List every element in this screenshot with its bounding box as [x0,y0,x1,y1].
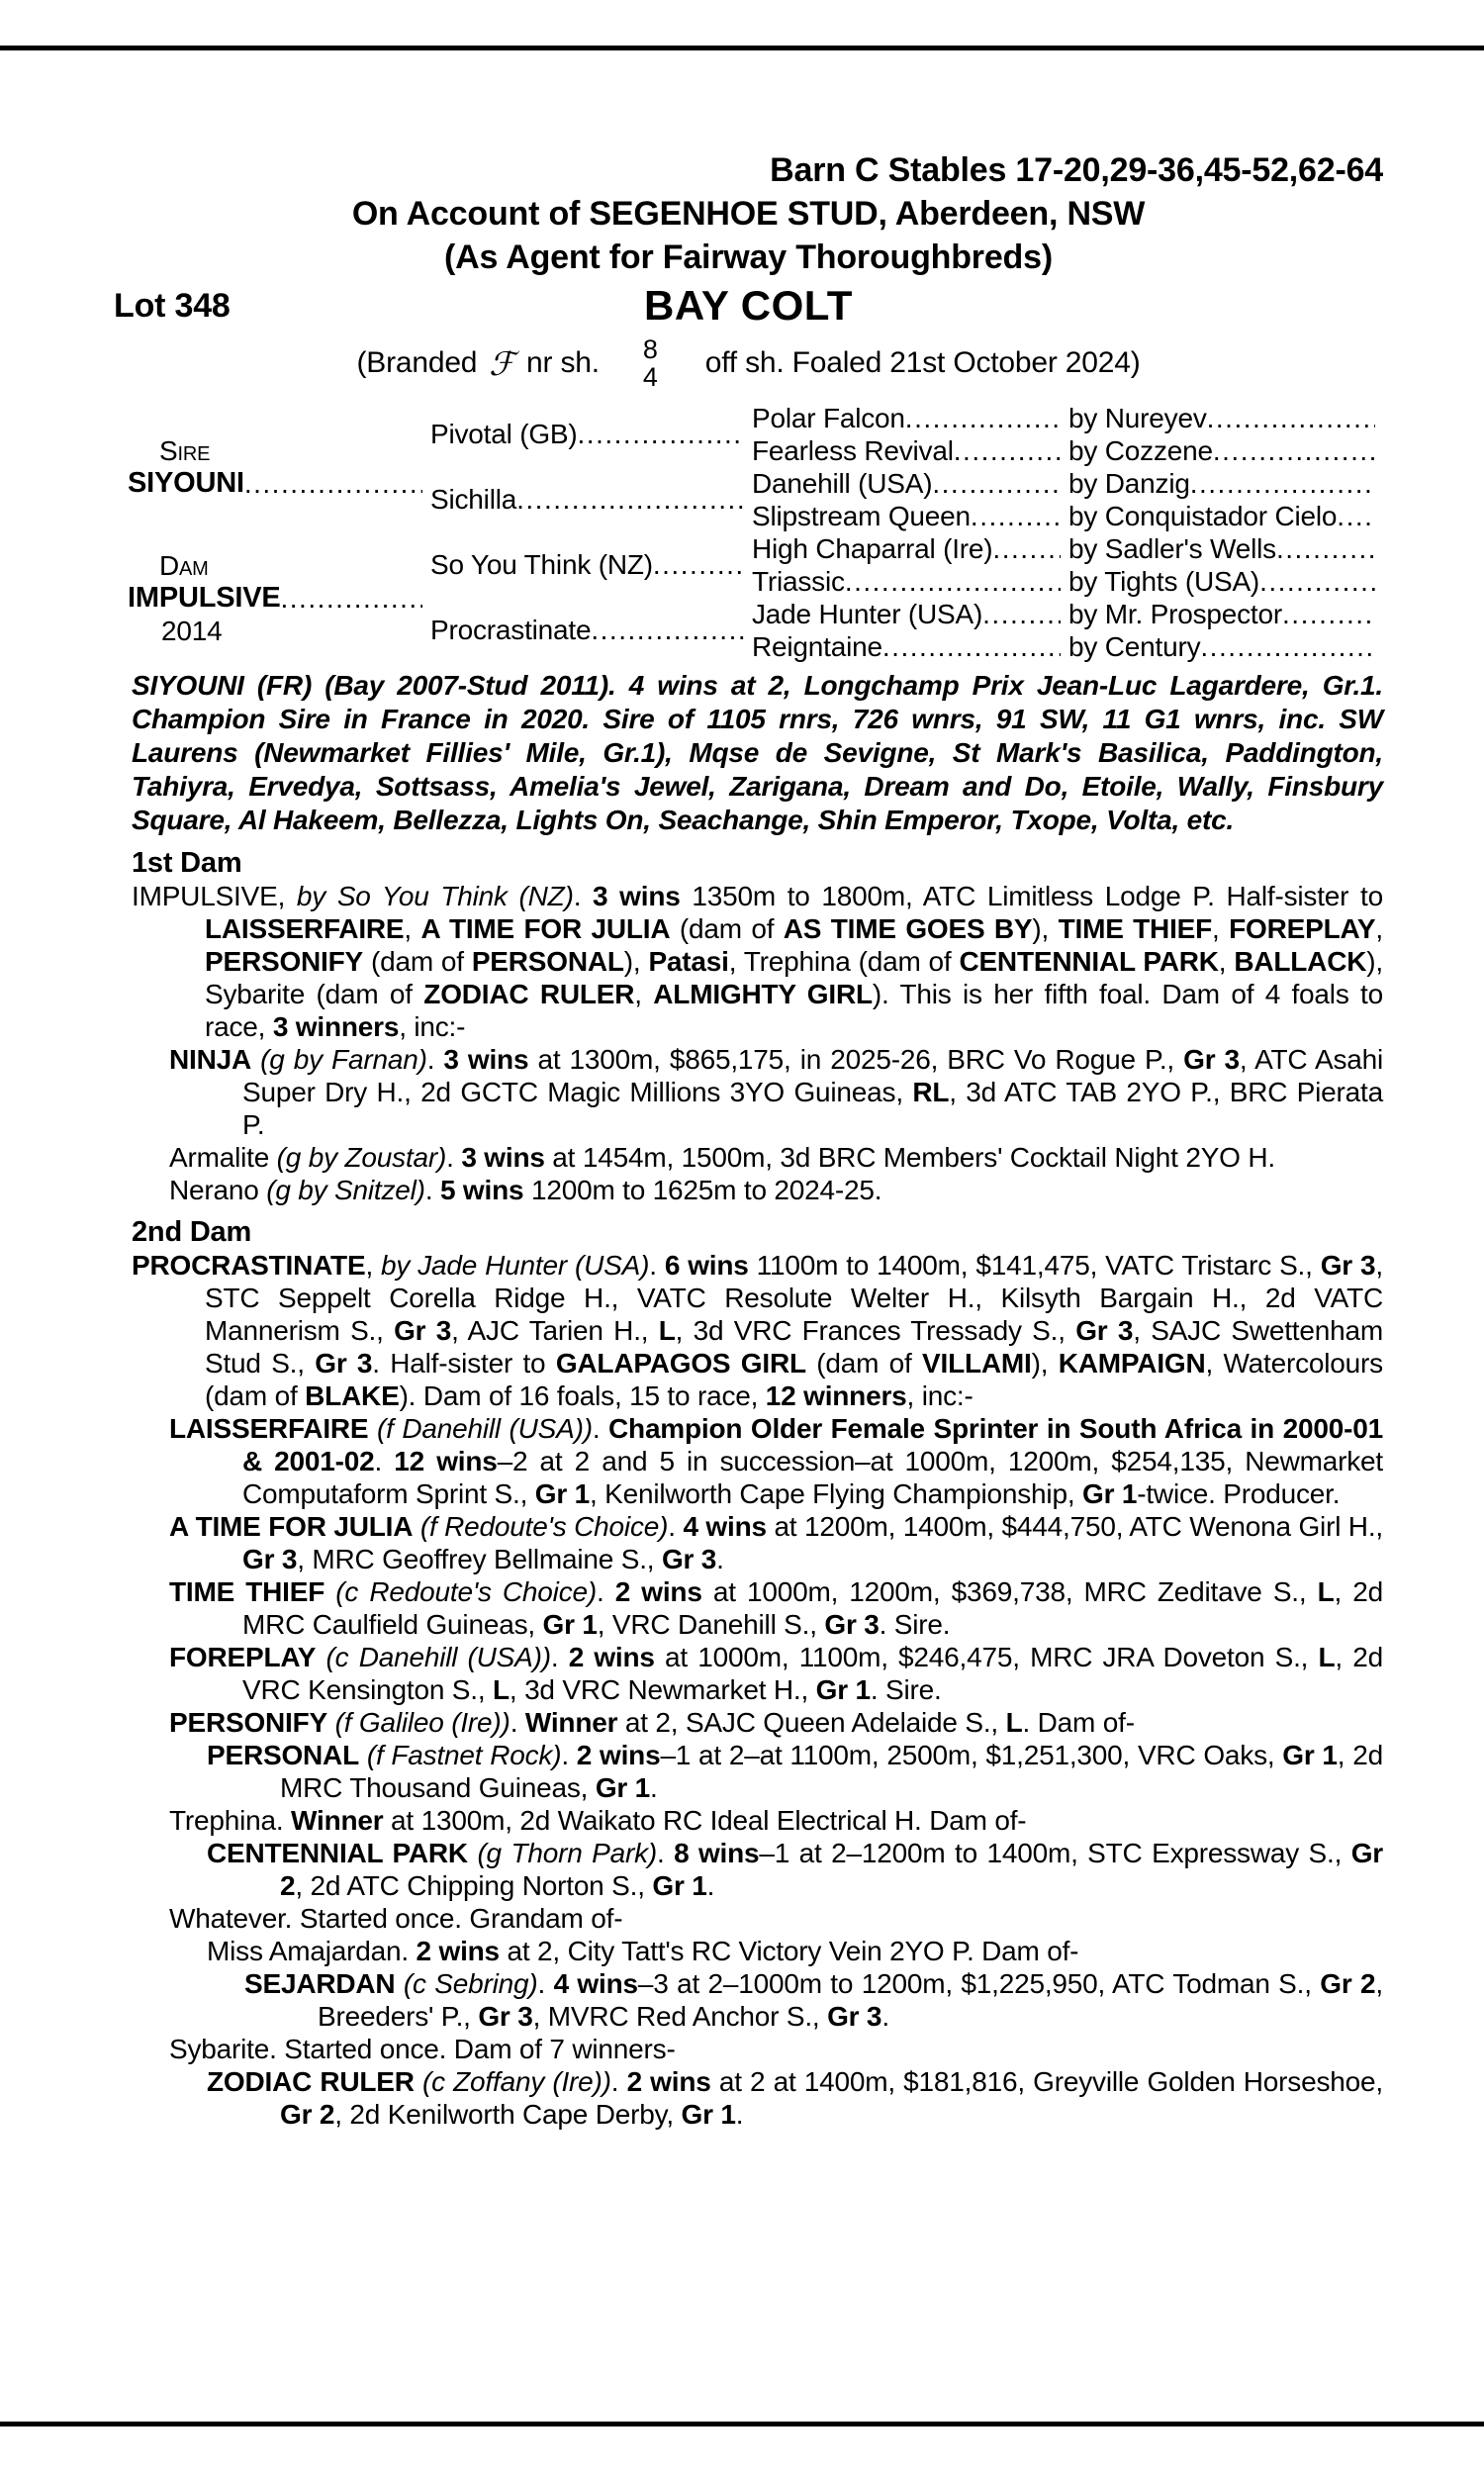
text-segment: . [650,1772,658,1803]
text-segment: L [1318,1642,1336,1672]
text-segment: by Jade Hunter (USA) [381,1250,650,1281]
grandsire-name: by Conquistador Cielo [1068,500,1338,531]
text-segment: at 1200m, 1400m, $444,750, ATC Wenona Girl H., [766,1511,1383,1542]
section-heading: 2nd Dam [132,1216,252,1248]
text-segment: at 2, SAJC Queen Adelaide S., [617,1707,1006,1738]
text-segment: at 2 at 1400m, $181,816, Greyville Golden Horseshoe, [710,2066,1383,2097]
text-segment: Miss Amajardan. [207,1936,417,1966]
text-segment: –3 at 2–1000m to 1200m, $1,225,950, ATC Todman S., [637,1968,1321,1999]
text-segment: . Sire. [879,1609,951,1640]
grandsire-name: by Mr. Prospector [1068,598,1283,629]
text-segment: , 2d ATC Chipping Norton S., [295,1870,653,1901]
bottom-rule [0,2422,1484,2426]
text-segment: (g by Farnan) [260,1044,427,1075]
text-segment: . [424,1175,440,1205]
grandsire-name: by Nureyev [1068,402,1207,433]
text-segment: , Breeders' P., [318,1968,1383,2032]
text-segment: . [735,2099,744,2130]
text-segment: Gr 1 [652,1870,707,1901]
pedigree-paragraph [114,1902,1383,1935]
grandparent-cell [752,434,1068,467]
text-segment [251,1044,260,1075]
text-segment: , [634,979,654,1009]
grandsire-name: by Sadler's Wells [1068,532,1276,564]
text-segment: 4 wins [553,1968,638,1999]
text-segment: –2 at 2 and 5 in succession–at 1000m, 1200m, $254,135, Newmarket Computaform Sprint S., [242,1446,1383,1509]
text-segment: . [510,1707,525,1738]
text-segment: L [658,1315,676,1346]
grandparent-cell [752,500,1068,532]
text-segment: ALMIGHTY GIRL [653,979,873,1009]
text-segment: A TIME FOR JULIA [420,913,671,944]
text-segment: VILLAMI [922,1348,1032,1379]
text-segment: . [374,1446,395,1476]
text-segment: (g Thorn Park) [477,1838,657,1868]
text-segment: 12 winners [765,1380,907,1411]
text-segment: 5 wins [439,1175,524,1205]
agent-line: (As Agent for Fairway Thoroughbreds) [444,238,1053,276]
text-segment: , AJC Tarien H., [451,1315,659,1346]
dot-leader [1200,631,1375,663]
parent-name: Sichilla [430,484,517,515]
grandparent-name: Jade Hunter (USA) [752,598,983,629]
dot-leader [1190,468,1375,500]
sire-label: Sire [159,435,211,466]
text-segment: FOREPLAY [1229,913,1376,944]
catalogue-page [114,0,1383,2131]
grandsire-cell [1068,500,1383,532]
grandparent-cell [752,402,1068,434]
text-segment [359,1740,367,1770]
dot-leader [954,435,1061,467]
text-segment: . [573,881,594,911]
text-segment: 1100m to 1400m, $141,475, VATC Tristarc S., [748,1250,1321,1281]
dot-leader [281,582,423,615]
parent-name: So You Think (NZ) [430,549,653,580]
dot-leader [932,468,1061,500]
dot-leader [516,484,744,516]
pedigree-paragraph [114,1174,1383,1206]
grandsire-cell [1068,402,1383,434]
text-segment: (dam of [805,1348,923,1379]
text-segment: Gr 2 [280,2099,335,2130]
dot-leader [845,566,1061,598]
text-segment: Gr 3 [827,2001,882,2032]
text-segment: 2 wins [416,1936,500,1966]
text-segment: PROCRASTINATE [132,1250,366,1281]
text-segment: Trephina. [169,1805,292,1836]
text-segment: . Dam of- [1022,1707,1135,1738]
parent-cell [430,467,752,532]
grandsire-cell [1068,532,1383,565]
grandparent-cell [752,598,1068,630]
text-segment: ), [623,946,649,977]
text-segment: , 2d MRC Caulfield Guineas, [242,1576,1383,1640]
text-segment: , Trephina (dam of [728,946,960,977]
text-segment: at 2, City Tatt's RC Victory Vein 2YO P. Dam of- [499,1936,1079,1966]
text-segment: . [657,1838,675,1868]
page-title: BAY COLT [644,282,853,329]
text-segment: RL [912,1077,950,1107]
text-segment: BALLACK [1234,946,1367,977]
text-segment: (c Zoffany (Ire)) [422,2066,611,2097]
text-segment: KAMPAIGN [1058,1348,1206,1379]
text-segment: 2 wins [614,1576,702,1607]
text-segment: Winner [524,1707,618,1738]
text-segment: ZODIAC RULER [207,2066,415,2097]
text-segment: . [668,1511,684,1542]
text-segment: at 1300m, 2d Waikato RC Ideal Electrical H. Dam of- [383,1805,1027,1836]
sire-summary [114,669,1383,837]
text-segment: (g by Snitzel) [266,1175,425,1205]
pedigree-paragraph [114,1935,1383,1967]
text-segment: Gr 3 [1183,1044,1240,1075]
dot-leader [1207,403,1375,434]
dot-leader [992,533,1061,565]
text-segment: . [446,1142,462,1173]
grandparent-cell [752,565,1068,598]
text-segment: SIYOUNI (FR) (Bay 2007-Stud 2011). 4 wins at 2, Longchamp Prix Jean-Luc Lagardere, Gr.1. Champion Sire in France in 2020. Sire of 1105 rnrs, 726 wnrs, 91 SW, 11 G1 wnrs, inc. SW Laurens (Newmarket Fillies' Mile, Gr.1), Mqse de Sevigne, St Mark's Basilica, Paddington, Tahiyra, Ervedya, Sottsass, Amelia's Jewel, Zarigana, Dream and Do, Etoile, Wally, Finsbury Square, Al Hakeem, Bellezza, Lights On, Seachange, Shin Emperor, Txope, Volta, etc. [132,670,1383,835]
grandparent-cell [752,532,1068,565]
grandparent-name: High Chaparral (Ire) [752,532,993,564]
text-segment: , Watercolours (dam of [205,1348,1383,1411]
account-line: On Account of SEGENHOE STUD, Aberdeen, NSW [351,195,1146,233]
text-segment: , [404,913,421,944]
text-segment: (f Redoute's Choice) [419,1511,669,1542]
dot-leader [882,631,1061,663]
pedigree-paragraph [114,880,1383,1043]
text-segment: TIME THIEF [169,1576,325,1607]
text-segment: Gr 1 [534,1478,590,1509]
text-segment: Gr 3 [478,2001,533,2032]
pedigree-paragraph [114,1837,1383,1902]
parent-cell [430,598,752,663]
text-segment [325,1576,335,1607]
text-segment: 3 wins [461,1142,545,1173]
text-segment: . [550,1642,569,1672]
text-segment: . [537,1968,554,1999]
sire-name-row [128,467,430,500]
lot-number: Lot 348 [114,287,231,325]
text-segment: 2 wins [568,1642,655,1672]
text-segment: (c Redoute's Choice) [335,1576,597,1607]
dam-block [114,532,430,663]
dot-leader [591,615,744,646]
parent-cell [430,402,752,467]
sire-block [114,402,430,532]
dam-label: Dam [159,549,209,581]
text-segment: (f Fastnet Rock) [366,1740,562,1770]
dot-leader [1337,501,1375,532]
grandsire-name: by Century [1068,630,1201,662]
text-segment: . [426,1044,444,1075]
text-segment: PERSONAL [207,1740,359,1770]
text-segment: 3 winners [272,1011,400,1042]
brand-line [114,331,1383,396]
text-segment: Gr 3 [394,1315,452,1346]
text-segment: 12 wins [394,1446,498,1476]
pedigree-paragraph [114,2033,1383,2065]
dot-leader [578,419,744,450]
text-segment: FOREPLAY [169,1642,317,1672]
text-segment: 6 wins [664,1250,749,1281]
brand-prefix: (Branded [356,346,478,379]
text-segment: Gr 3 [824,1609,880,1640]
text-segment: LAISSERFAIRE [205,913,405,944]
brand-number-bottom: 4 [642,362,658,392]
text-segment: ), [1032,913,1059,944]
brand-glyph: ℱ [489,343,515,383]
text-segment: (dam of [363,946,472,977]
text-segment: by So You Think (NZ) [296,881,574,911]
dot-leader [971,501,1061,532]
dam-name: IMPULSIVE [128,581,281,614]
grandparent-name: Reigntaine [752,630,882,662]
text-segment: Champion Older Female Sprinter in South Africa in 2000-01 & 2001-02 [242,1413,1383,1476]
text-segment: Gr 3 [661,1544,717,1574]
text-segment: PERSONAL [471,946,624,977]
text-segment: . [592,1413,609,1444]
text-segment: NINJA [169,1044,252,1075]
text-segment: , 3d VRC Frances Tressady S., [675,1315,1076,1346]
text-segment: L [1317,1576,1335,1607]
text-segment: ZODIAC RULER [423,979,635,1009]
section-heading: 1st Dam [132,847,242,879]
text-segment: GALAPAGOS GIRL [555,1348,806,1379]
text-segment: . [706,1870,715,1901]
grandsire-name: by Tights (USA) [1068,565,1260,597]
text-segment: ), Sybarite (dam of [205,946,1383,1009]
dot-leader [244,467,422,500]
text-segment [395,1968,403,1999]
text-segment: TIME THIEF [1058,913,1213,944]
text-segment: 8 wins [674,1838,760,1868]
brand-number-top: 8 [642,334,658,364]
brand-number-fraction [643,335,658,391]
text-segment: Gr 1 [815,1674,871,1705]
text-segment: , [1375,913,1383,944]
text-segment: IMPULSIVE, [132,881,297,911]
grandparent-name: Fearless Revival [752,434,954,466]
parent-cell [430,532,752,598]
text-segment: Gr 3 [1075,1315,1134,1346]
text-segment: ). This is her fifth foal. Dam of 4 foals to race, [205,979,1383,1042]
text-segment: at 1454m, 1500m, 3d BRC Members' Cocktail Night 2YO H. [544,1142,1275,1173]
grandsire-cell [1068,630,1383,663]
brand-suffix: off sh. Foaled 21st October 2024) [704,346,1141,379]
grandparent-name: Danehill (USA) [752,467,933,499]
grandsire-name: by Danzig [1068,467,1190,499]
text-segment: Sybarite. Started once. Dam of 7 winners- [169,2034,676,2064]
text-segment [316,1642,325,1672]
text-segment: AS TIME GOES BY [783,913,1033,944]
text-segment [368,1413,377,1444]
text-segment [413,1511,420,1542]
text-segment: PERSONIFY [205,946,364,977]
parent-name: Procrastinate [430,615,592,645]
text-segment: ). Dam of 16 foals, 15 to race, [399,1380,766,1411]
text-segment: 3 wins [593,881,681,911]
text-segment: A TIME FOR JULIA [169,1511,414,1542]
text-segment: –1 at 2–at 1100m, 2500m, $1,251,300, VRC Oaks, [660,1740,1283,1770]
dam-name-row [128,582,430,615]
text-segment: L [1005,1707,1023,1738]
pedigree-paragraph [114,1043,1383,1141]
text-segment: (f Danehill (USA)) [377,1413,593,1444]
pedigree-paragraph [114,1804,1383,1837]
text-segment: , 2d Kenilworth Cape Derby, [334,2099,682,2130]
text-segment: 4 wins [683,1511,767,1542]
pedigree-paragraph [114,1510,1383,1575]
text-segment: Gr 1 [542,1609,598,1640]
pedigree-paragraph [114,1141,1383,1174]
pedigree-paragraph [114,1575,1383,1641]
text-segment: (f Galileo (Ire)) [334,1707,510,1738]
sire-name: SIYOUNI [128,467,244,499]
parent-name: Pivotal (GB) [430,419,578,449]
dot-leader [905,403,1061,434]
text-segment: , SAJC Swettenham Stud S., [205,1315,1383,1379]
text-segment: , VRC Danehill S., [597,1609,825,1640]
text-segment: , [1212,913,1230,944]
barn-line: Barn C Stables 17-20,29-36,45-52,62-64 [770,151,1383,189]
text-segment: at 1000m, 1100m, $246,475, MRC JRA Doveton S., [654,1642,1319,1672]
pedigree-paragraph [114,1412,1383,1510]
grandsire-cell [1068,598,1383,630]
text-segment: . Half-sister to [372,1348,556,1379]
text-segment: , inc:- [399,1011,466,1042]
text-segment [415,2066,422,2097]
text-segment: CENTENNIAL PARK [207,1838,468,1868]
grandsire-cell [1068,434,1383,467]
grandparent-cell [752,630,1068,663]
text-segment: 2 wins [626,2066,711,2097]
text-segment: Gr 1 [595,1772,651,1803]
text-segment: Gr 3 [1320,1250,1376,1281]
dot-leader [982,599,1061,630]
text-segment: CENTENNIAL PARK [959,946,1219,977]
pedigree-paragraph [114,1249,1383,1412]
text-segment: , MVRC Red Anchor S., [532,2001,828,2032]
grandsire-cell [1068,467,1383,500]
lot-title-row [114,281,1383,331]
text-segment: 2 wins [576,1740,661,1770]
text-segment: , [365,1250,382,1281]
dam-section [114,1216,1383,2131]
text-segment: Gr 2 [1320,1968,1376,1999]
pedigree-table [114,402,1383,663]
text-segment: BLAKE [305,1380,400,1411]
text-segment: 3 wins [443,1044,529,1075]
text-segment: Whatever. Started once. Grandam of- [169,1903,623,1934]
text-segment: (dam of [670,913,784,944]
text-segment: Nerano [169,1175,267,1205]
pedigree-paragraph [114,1967,1383,2033]
text-segment: LAISSERFAIRE [169,1413,369,1444]
text-segment: 1350m to 1800m, ATC Limitless Lodge P. Half-sister to [680,881,1383,911]
text-segment: Patasi [648,946,729,977]
text-segment: , MRC Geoffrey Bellmaine S., [297,1544,662,1574]
dam-year: 2014 [161,615,223,646]
text-segment: (c Sebring) [403,1968,538,1999]
text-segment: , Kenilworth Cape Flying Championship, [589,1478,1082,1509]
text-segment: at 1300m, $865,175, in 2025-26, BRC Vo Rogue P., [528,1044,1184,1075]
text-segment: SEJARDAN [244,1968,396,1999]
text-segment: , ATC Asahi Super Dry H., 2d GCTC Magic Millions 3YO Guineas, [242,1044,1384,1107]
dot-leader [1213,435,1375,467]
text-segment: . [561,1740,577,1770]
dam-sections [114,847,1383,2131]
dam-section [114,847,1383,1206]
text-segment: . [597,1576,615,1607]
grandparent-name: Slipstream Queen [752,500,971,531]
pedigree-paragraph [114,1739,1383,1804]
pedigree-paragraph [114,2065,1383,2131]
text-segment [468,1838,478,1868]
text-segment: (g by Zoustar) [276,1142,447,1173]
text-segment: Gr 3 [315,1348,373,1379]
text-segment: Winner [291,1805,384,1836]
dot-leader [653,549,744,581]
text-segment: . [716,1544,724,1574]
text-segment: , inc:- [906,1380,974,1411]
grandsire-name: by Cozzene [1068,434,1213,466]
text-segment: Gr 1 [681,2099,736,2130]
grandparent-name: Polar Falcon [752,402,905,433]
text-segment: PERSONIFY [169,1707,328,1738]
text-segment: . Sire. [870,1674,942,1705]
text-segment: , 3d ATC TAB 2YO P., BRC Pierata P. [242,1077,1383,1140]
text-segment: Gr 3 [242,1544,298,1574]
pedigree-paragraph [114,1641,1383,1706]
dot-leader [1282,599,1375,630]
text-segment: -twice. Producer. [1137,1478,1341,1509]
text-segment: . [881,2001,889,2032]
text-segment: –1 at 2–1200m to 1400m, STC Expressway S., [759,1838,1351,1868]
text-segment: Armalite [169,1142,277,1173]
text-segment: , 3d VRC Newmarket H., [509,1674,816,1705]
dot-leader [1259,566,1375,598]
text-segment: . [610,2066,627,2097]
text-segment: Gr 1 [1282,1740,1338,1770]
text-segment: 1200m to 1625m to 2024-25. [523,1175,882,1205]
dot-leader [1276,533,1375,565]
pedigree-paragraph [114,1706,1383,1739]
grandparent-name: Triassic [752,565,845,597]
text-segment: , 2d MRC Thousand Guineas, [280,1740,1383,1803]
text-segment [327,1707,335,1738]
grandsire-cell [1068,565,1383,598]
text-segment: , STC Seppelt Corella Ridge H., VATC Resolute Welter H., Kilsyth Bargain H., 2d VATC Mannerism S., [205,1250,1383,1346]
text-segment: . [649,1250,665,1281]
text-segment: , 2d VRC Kensington S., [242,1642,1383,1705]
brand-near-side: nr sh. [526,346,600,379]
text-segment: ), [1031,1348,1059,1379]
text-segment: (c Danehill (USA)) [325,1642,551,1672]
text-segment: , [1218,946,1235,977]
text-segment: at 1000m, 1200m, $369,738, MRC Zeditave S., [701,1576,1318,1607]
grandparent-cell [752,467,1068,500]
text-segment: Gr 2 [280,1838,1383,1901]
text-segment: Gr 1 [1081,1478,1138,1509]
text-segment: L [493,1674,510,1705]
